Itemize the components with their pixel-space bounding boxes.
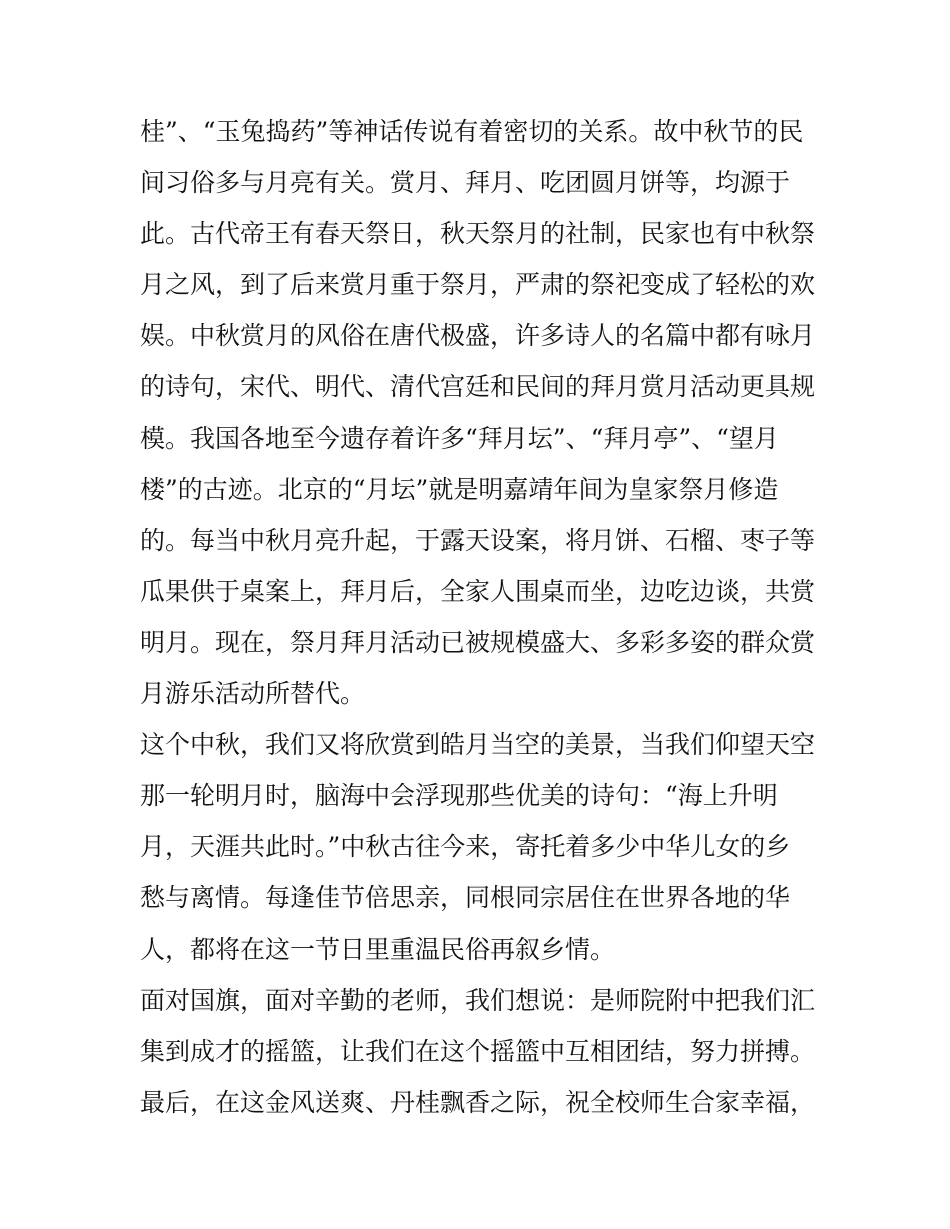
text-line-16: 愁与离情。每逢佳节倍思亲，同根同宗居住在世界各地的华	[140, 883, 791, 913]
text-line-4: 月之风，到了后来赏月重于祭月，严肃的祭祀变成了轻松的欢	[140, 270, 816, 300]
text-line-3: 此。古代帝王有春天祭日，秋天祭月的社制，民家也有中秋祭	[140, 219, 816, 249]
text-line-11: 明月。现在，祭月拜月活动已被规模盛大、多彩多姿的群众赏	[140, 627, 816, 657]
text-line-17: 人，都将在这一节日里重温民俗再叙乡情。	[140, 934, 616, 964]
text-line-14: 那一轮明月时，脑海中会浮现那些优美的诗句：“海上升明	[140, 781, 778, 811]
text-line-13: 这个中秋，我们又将欣赏到皓月当空的美景，当我们仰望天空	[140, 730, 816, 760]
text-line-6: 的诗句，宋代、明代、清代宫廷和民间的拜月赏月活动更具规	[140, 372, 816, 402]
body-text	[140, 106, 820, 1128]
text-line-18: 面对国旗，面对辛勤的老师，我们想说：是师院附中把我们汇	[140, 985, 816, 1015]
text-line-15: 月，天涯共此时。”中秋古往今来，寄托着多少中华儿女的乡	[140, 832, 791, 862]
text-line-5: 娱。中秋赏月的风俗在唐代极盛，许多诗人的名篇中都有咏月	[140, 321, 816, 351]
text-line-8: 楼”的古迹。北京的“月坛”就是明嘉靖年间为皇家祭月修造	[140, 474, 779, 504]
text-line-19: 集到成才的摇篮，让我们在这个摇篮中互相团结，努力拼搏。	[140, 1036, 816, 1066]
text-line-9: 的。每当中秋月亮升起，于露天设案，将月饼、石榴、枣子等	[140, 525, 816, 555]
text-line-20: 最后，在这金风送爽、丹桂飘香之际，祝全校师生合家幸福，	[140, 1087, 816, 1117]
text-line-1: 桂”、“玉兔捣药”等神话传说有着密切的关系。故中秋节的民	[140, 117, 804, 146]
text-line-7: 模。我国各地至今遗存着许多“拜月坛”、“拜月亭”、“望月	[140, 423, 779, 453]
text-line-2: 间习俗多与月亮有关。赏月、拜月、吃团圆月饼等，均源于	[140, 168, 791, 198]
text-line-12: 月游乐活动所替代。	[140, 679, 366, 709]
text-line-10: 瓜果供于桌案上，拜月后，全家人围桌而坐，边吃边谈，共赏	[140, 576, 816, 606]
